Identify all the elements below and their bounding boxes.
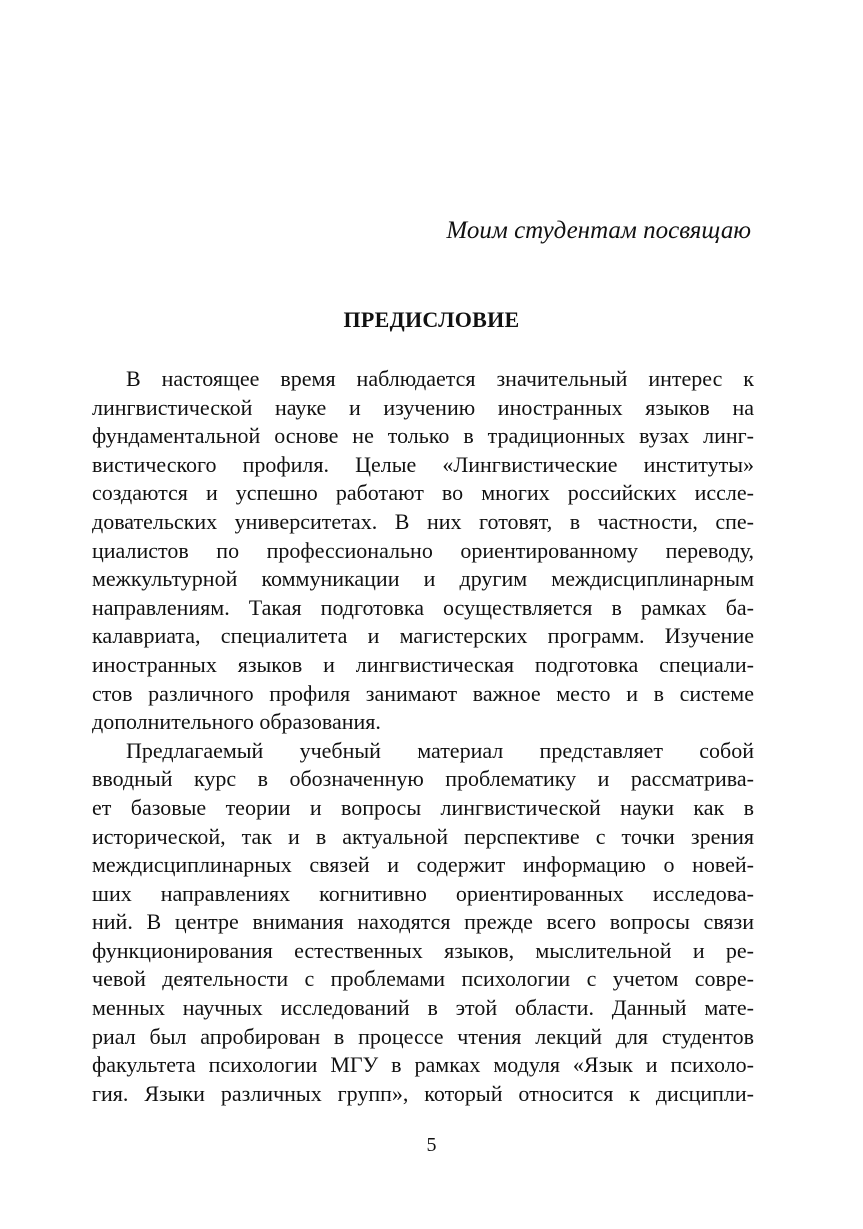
paragraph [92, 365, 754, 737]
text-line: менных научных исследований в этой области. Данный мате- [92, 995, 754, 1021]
text-line: довательских университетах. В них готовят, в частности, спе- [92, 508, 754, 534]
text-line: ний. В центре внимания находятся прежде всего вопросы связи [92, 909, 754, 935]
text-line: факультета психологии МГУ в рамках модуля «Язык и психоло- [92, 1052, 754, 1078]
body-text [92, 365, 754, 1108]
text-line: ших направлениях когнитивно ориентированных исследова- [92, 880, 754, 906]
text-line: исторической, так и в актуальной перспективе с точки зрения [92, 823, 754, 849]
text-line: направлениям. Такая подготовка осуществляется в рамках ба- [92, 594, 754, 620]
text-line: вводный курс в обозначенную проблематику и рассматрива- [92, 766, 754, 792]
text-line: риал был апробирован в процессе чтения лекций для студентов [92, 1023, 754, 1049]
paragraph [92, 737, 754, 1109]
text-line: чевой деятельности с проблемами психологии с учетом совре- [92, 966, 754, 992]
page-title: ПРЕДИСЛОВИЕ [343, 307, 520, 332]
text-line: межкультурной коммуникации и другим междисциплинарным [92, 566, 754, 592]
text-line: Предлагаемый учебный материал представляет собой [126, 737, 754, 763]
text-line: иностранных языков и лингвистическая подготовка специали- [92, 651, 754, 677]
text-line: циалистов по профессионально ориентированному переводу, [92, 537, 754, 563]
page-number: 5 [426, 1134, 437, 1156]
text-line: калавриата, специалитета и магистерских программ. Изучение [92, 623, 754, 649]
dedication: Моим студентам посвящаю [446, 217, 751, 244]
text-line: создаются и успешно работают во многих российских иссле- [92, 480, 754, 506]
text-line: фундаментальной основе не только в традиционных вузах линг- [92, 423, 754, 449]
text-line: лингвистической науке и изучению иностранных языков на [92, 394, 754, 420]
text-line: В настоящее время наблюдается значительный интерес к [126, 366, 754, 391]
text-line: стов различного профиля занимают важное место и в системе [92, 680, 754, 706]
text-line: функционирования естественных языков, мыслительной и ре- [92, 937, 754, 963]
text-line: вистического профиля. Целые «Лингвистические институты» [92, 451, 754, 477]
text-line: дополнительного образования. [92, 709, 381, 735]
text-line: ет базовые теории и вопросы лингвистической науки как в [92, 794, 754, 820]
text-line: междисциплинарных связей и содержит информацию о новей- [92, 852, 754, 878]
text-line: гия. Языки различных групп», который относится к дисципли- [92, 1080, 754, 1106]
